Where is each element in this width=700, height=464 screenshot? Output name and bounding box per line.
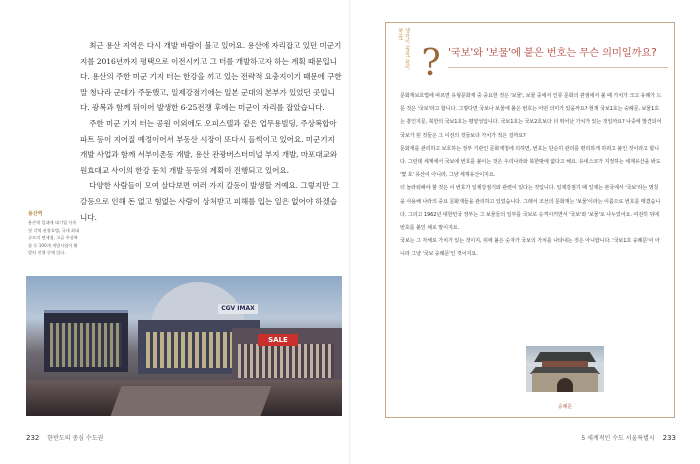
right-page-footer <box>581 433 676 442</box>
left-paragraph-3: 다양한 사람들이 모여 살다보면 여러 가지 갈등이 발생할 거예요. 그렇지만 그 갈등으로 인해 돈 없고 힘없는 사람이 상처받고 피해를 입는 일은 없어야 하겠습니다. <box>80 181 339 222</box>
question-mark-icon: ? <box>421 43 441 84</box>
photo-building-left <box>44 310 128 372</box>
box-tab-label: 생각이 쑥쑥! 꿈이 쑥쑥! <box>397 28 410 70</box>
right-running-head: 5 세계적인 수도 서울특별시 <box>581 435 655 442</box>
photo-road <box>111 386 272 416</box>
right-paragraph-2: 문화재를 관리하고 보호하는 정부 기관인 문화재청에 의하면, 번호는 단순히 관리를 편리하게 하려고 붙인 것이라고 합니다. 그런데 세계에서 국보에 번호를 붙이는 것은 우리나라와 북한밖에 없다고 해요. 유네스코가 지정하는 세계유산을 봐도 '몇 호' 유산이 아니라, 그냥 세계유산이지요. <box>400 145 661 179</box>
photo-caption-title: 용산역 <box>28 211 43 217</box>
box-title: '국보'와 '보물'에 붙은 번호는 무슨 의미일까요? <box>448 47 657 59</box>
title-divider <box>448 67 668 68</box>
right-page-number: 233 <box>662 434 676 442</box>
left-running-head: 한반도의 중심 수도권 <box>47 435 104 442</box>
left-page-number: 232 <box>26 434 40 442</box>
right-page-body <box>400 90 662 262</box>
left-page-body <box>80 38 342 225</box>
photo-cgv-sign: CGV IMAX <box>218 304 258 314</box>
right-paragraph-3: 더 놀라워해야 할 것은 이 번호가 일제강점기와 관련이 있다는 것입니다. 일제강점기 때 일제는 본국에서 '국보'라는 명칭을 사용해 나라의 중요 문화재들을 관리하고 있었습니다. 그래서 조선의 문화재는 '보물'이라는 이름으로 번호를 매겼습니다. 그리고 1962년 대한민국 정부는 그 보물들의 일부를 국보로 승격시키면서 '국보'와 '보물'로 나누었어요. 여전히 뒤에 번호를 붙인 채로 말이지요. <box>400 185 661 232</box>
left-paragraph-2: 주한 미군 기지 터는 공원 이외에도 오피스텔과 같은 업무용빌딩, 주상복합아파트 등이 지어질 예정이어서 부동산 시장이 또다시 들썩이고 있어요. 미군기지 개발 사업과 함께 서부이촌동 개발, 용산 관광버스터미널 부지 개발, 마포대교와 원효대교 사이의 한강 둔치 개발 등등의 계획이 진행되고 있어요. <box>80 118 337 175</box>
right-paragraph-1: 문화재보호법에 따르면 유형문화재 중 중요한 것은 '보물', 보물 중에서 인류 문화의 관점에서 볼 때 가치가 크고 유례가 드문 것은 '국보'라고 합니다. 그렇다면 국보나 보물에 붙은 번호는 어떤 의미가 있을까요? 현재 국보1호는 숭례문, 보물1호는 흥인지문, 북한의 국보1호는 평양성입니다. 국보1호는 국보2호보다 더 뛰어난 가치가 있는 것일까요? 나중에 발견되어 국보가 된 것들은 그 이전의 것들보다 가치가 적은 걸까요? <box>400 93 662 139</box>
photo-caption-text: 용산역 일대에 대기업 사옥 및 각역 관광호텔, 국내 최대규모의 면세점, 고급 주상복합 등 100개 개발사업이 활발히 진행 중에 있다. <box>28 220 80 256</box>
photo-caption <box>28 210 80 257</box>
photo-sale-banner: SALE <box>258 334 298 346</box>
yongsan-station-photo <box>26 276 342 416</box>
sungnyemun-photo <box>526 346 604 392</box>
left-page-footer <box>26 433 103 442</box>
right-paragraph-4: 국보는 그 자체로 가치가 있는 것이지, 뒤에 붙은 숫자가 국보의 가치를 나타내는 것은 아니랍니다. '국보1호 숭례문'이 아니라 그냥 '국보 숭례문'인 것이지요. <box>400 238 660 258</box>
left-paragraph-1: 최근 용산 지역은 다시 개발 바람이 불고 있어요. 용산에 자리잡고 있던 미군기지를 2016년까지 평택으로 이전시키고 그 터를 개발하고자 하는 계획 때문입니다. 용산의 주한 미군 기지 터는 한강을 끼고 있는 전략적 요충지이기 때문에 구한말 청나라 군대가 주둔했고, 일제강점기에는 일본 군대의 본부가 있었던 곳입니다. 광복과 함께 뒤이어 발생한 6·25전쟁 후에는 미군이 자리를 잡았습니다. <box>80 41 342 113</box>
gate-caption: 숭례문 <box>557 404 573 410</box>
page-gutter <box>349 0 351 464</box>
